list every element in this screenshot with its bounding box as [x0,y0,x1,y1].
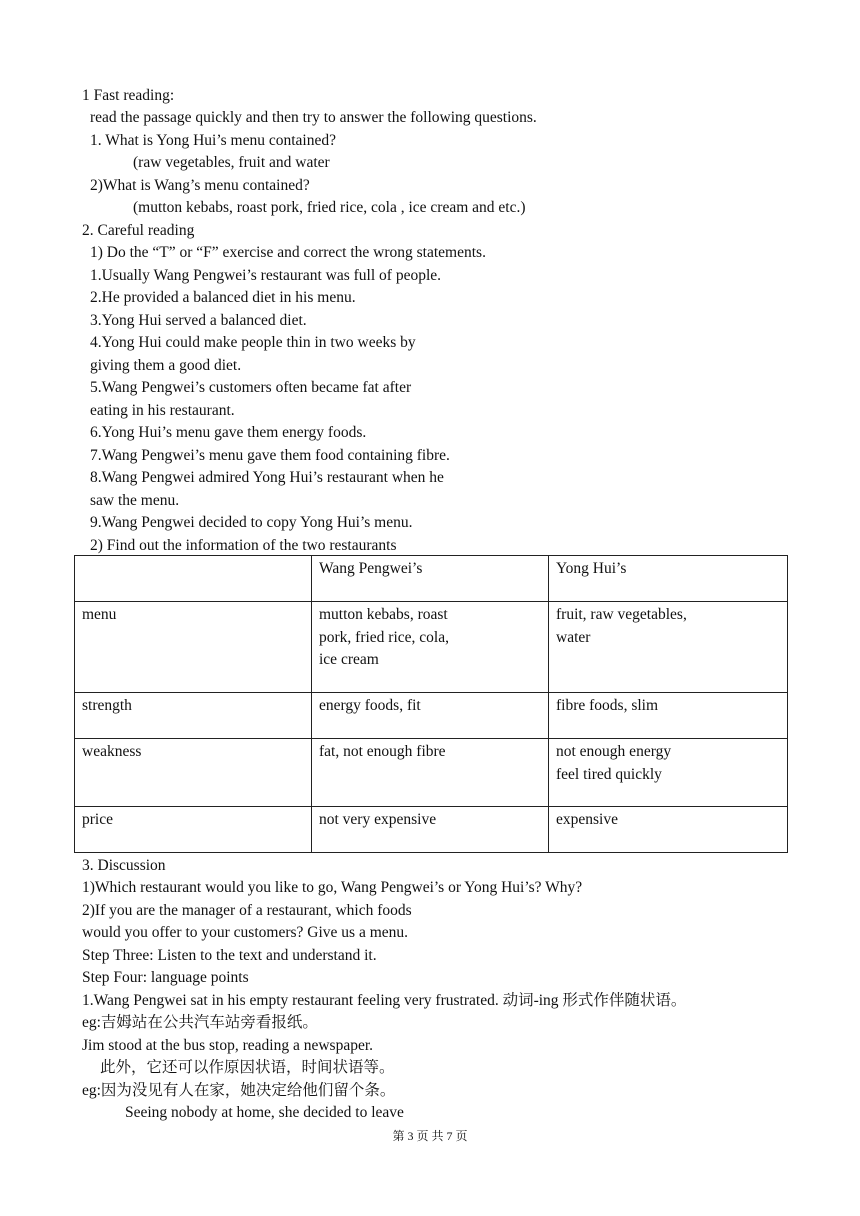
table-cell [549,693,788,739]
table-header-cell [75,556,312,602]
example-chinese: eg:因为没见有人在家，她决定给他们留个条。 [82,1082,396,1099]
table-header-cell: Yong Hui’s [549,556,788,602]
cell-text: not very expensive [319,811,437,828]
language-point-1: 1.Wang Pengwei sat in his empty restaurant feeling very frustrated. 动词-ing 形式作伴随状语。 [82,992,687,1009]
page-number: 第 3 页 共 7 页 [392,1129,468,1143]
tf-instruction: 1) Do the “T” or “F” exercise and correct the wrong statements. [90,244,486,261]
statement: 4.Yong Hui could make people thin in two weeks by [90,334,416,351]
question-2: 2)What is Wang’s menu contained? [90,177,310,194]
table-cell [312,693,549,739]
discussion-heading: 3. Discussion [82,857,166,874]
row-label: weakness [75,739,312,807]
row-label: strength [75,693,312,739]
table-row [75,807,788,853]
restaurant-comparison-table [74,555,788,853]
statement: 9.Wang Pengwei decided to copy Yong Hui’s menu. [90,514,413,531]
statement: giving them a good diet. [90,357,242,374]
table-cell [549,602,788,693]
cell-text: fruit, raw vegetables, [556,606,687,623]
answer-1: (raw vegetables, fruit and water [133,154,330,171]
fast-reading-heading: 1 Fast reading: [82,87,175,104]
statement: 3.Yong Hui served a balanced diet. [90,312,307,329]
table-row [75,602,788,693]
table-cell [312,739,549,807]
row-label: menu [75,602,312,693]
cell-text: pork, fried rice, cola, [319,628,449,646]
cell-text: fibre foods, slim [556,697,659,714]
usage-note: 此外，它还可以作原因状语，时间状语等。 [100,1059,395,1076]
example-english: Seeing nobody at home, she decided to leave [125,1104,404,1121]
table-row [75,739,788,807]
table-row [75,693,788,739]
example-chinese: eg:吉姆站在公共汽车站旁看报纸。 [82,1014,318,1031]
table-header-cell: Wang Pengwei’s [312,556,549,602]
statement: 5.Wang Pengwei’s customers often became fat after [90,379,412,396]
statement: 1.Usually Wang Pengwei’s restaurant was full of people. [90,267,442,284]
cell-text: fat, not enough fibre [319,743,446,760]
cell-text: energy foods, fit [319,697,421,714]
statement: 2.He provided a balanced diet in his menu. [90,289,356,306]
cell-text: mutton kebabs, roast [319,606,448,623]
cell-text: water [556,628,591,646]
cell-text: feel tired quickly [556,765,662,783]
statement: 7.Wang Pengwei’s menu gave them food containing fibre. [90,447,450,464]
statement: 6.Yong Hui’s menu gave them energy foods. [90,424,367,441]
careful-reading-heading: 2. Careful reading [82,222,195,239]
cell-text: ice cream [319,651,379,668]
step-three: Step Three: Listen to the text and understand it. [82,947,377,964]
fast-reading-instruction: read the passage quickly and then try to answer the following questions. [90,109,537,126]
answer-2: (mutton kebabs, roast pork, fried rice, cola , ice cream and etc.) [133,199,526,216]
table-header-row [75,556,788,602]
table-cell [549,807,788,853]
question-1: 1. What is Yong Hui’s menu contained? [90,132,336,149]
table-cell [549,739,788,807]
row-label: price [75,807,312,853]
table-cell [312,807,549,853]
discussion-line: 1)Which restaurant would you like to go, Wang Pengwei’s or Yong Hui’s? Why? [82,879,583,896]
table-cell [312,602,549,693]
example-english: Jim stood at the bus stop, reading a newspaper. [82,1037,374,1054]
statement: 8.Wang Pengwei admired Yong Hui’s restaurant when he [90,469,444,486]
cell-text: not enough energy [556,743,672,760]
statement: saw the menu. [90,492,180,509]
statement: eating in his restaurant. [90,402,235,419]
discussion-line: would you offer to your customers? Give us a menu. [82,924,409,941]
discussion-line: 2)If you are the manager of a restaurant, which foods [82,902,412,919]
step-four: Step Four: language points [82,969,249,986]
find-instruction: 2) Find out the information of the two restaurants [90,537,397,554]
cell-text: expensive [556,811,618,828]
